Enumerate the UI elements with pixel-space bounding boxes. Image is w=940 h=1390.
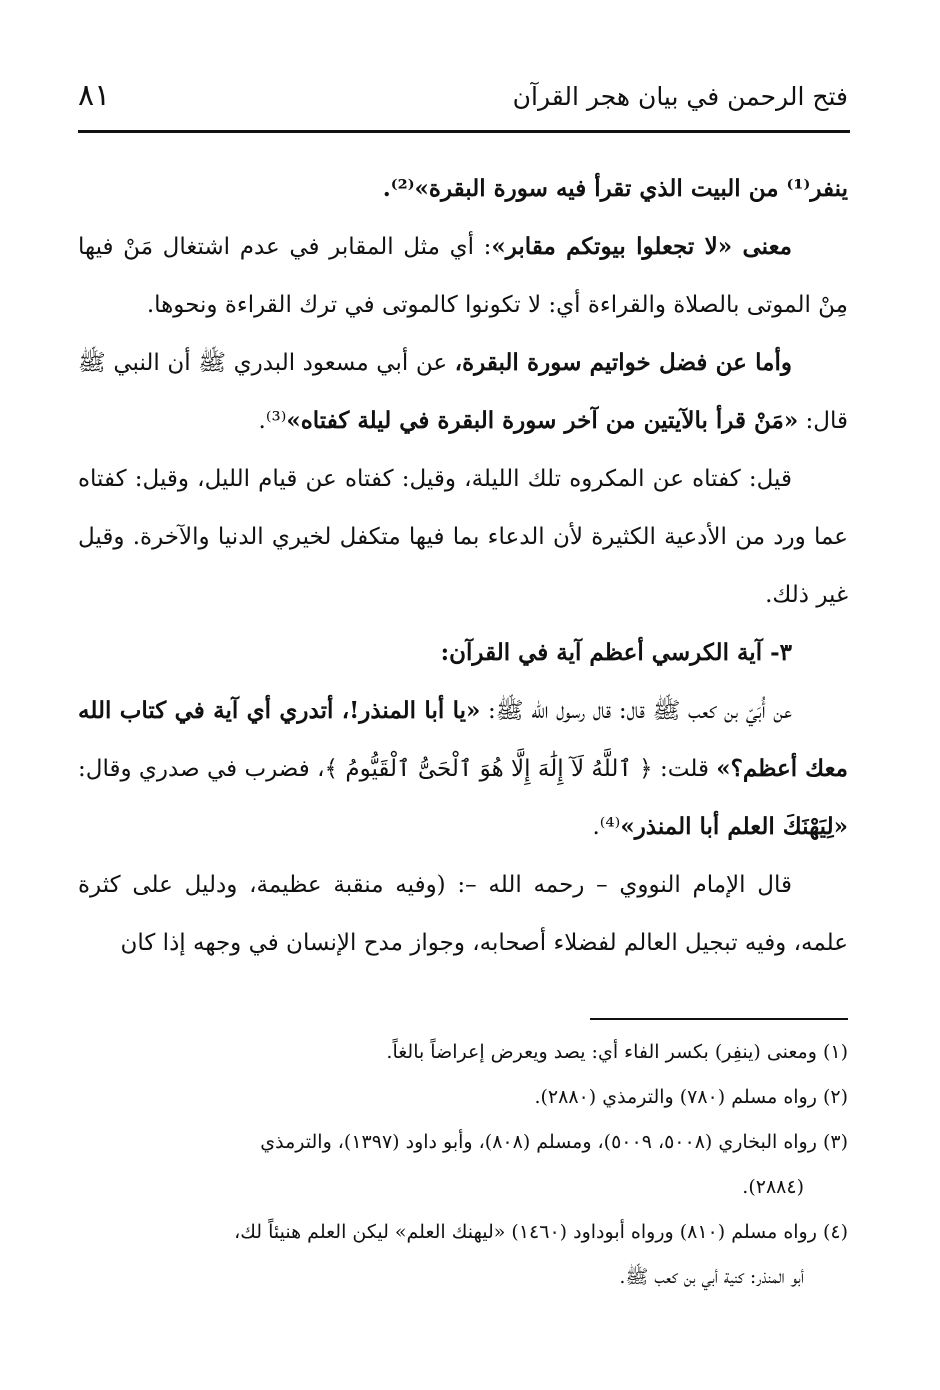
commentary-text: قيل: كفتاه عن المكروه تلك الليلة، وقيل: كفتاه عن قيام الليل، وقيل: كفتاه عما ورد من الأدعية الكثيرة لأن الدعاء بما فيها متكفل لخيري الدنيا والآخرة. وقيل غير ذلك. (78, 466, 848, 608)
section-heading (78, 624, 848, 682)
topic-lead: وأما عن فضل خواتيم سورة البقرة، (454, 349, 792, 376)
paragraph-4 (78, 450, 848, 624)
footnote-4-continued: أبو المنذر: كنية أبي بن كعب ﷺ. (619, 1266, 804, 1288)
explanation-text: : أي مثل المقابر في عدم اشتغال مَنْ فيها مِنْ الموتى بالصلاة والقراءة أي: لا تكونوا كالموتى في ترك القراءة ونحوها. (78, 234, 848, 318)
main-text (78, 160, 848, 972)
footnotes (78, 1030, 848, 1300)
footnote-3: (٣) رواه البخاري (٥٠٠٨، ٥٠٠٩)، ومسلم (٨٠٨)، وأبو داود (١٣٩٧)، والترمذي (260, 1131, 848, 1153)
paragraph-2 (78, 218, 848, 334)
hadith-quote: «يا أبا المنذر!، أتدري أي آية في كتاب الله معك أعظم؟» (78, 697, 848, 782)
hadith-end-text: ينفر⁽¹⁾ من البيت الذي تقرأ فيه سورة البقرة»⁽²⁾. (382, 175, 848, 202)
footnote-3-continued: (٢٨٨٤). (742, 1176, 804, 1198)
hadith-quote: «مَنْ قرأ بالآيتين من آخر سورة البقرة في ليلة كفتاه» (286, 407, 799, 434)
narration-text: عن أبي مسعود البدري ﷺ أن النبي ﷺ قال: (78, 350, 848, 434)
paragraph-1 (78, 160, 848, 218)
footnote-1: (١) ومعنى (ينفِر) بكسر الفاء أي: يصد ويعرض إعراضاً بالغاً. (386, 1041, 848, 1063)
footnote-ref: ⁽³⁾. (258, 408, 287, 434)
section-heading-text: ٣- آية الكرسي أعظم آية في القرآن: (440, 639, 792, 666)
paragraph-5 (78, 682, 848, 856)
hadith-quote: «لِيَهْنَكَ العلم أبا المنذر» (620, 813, 848, 840)
header-divider (78, 130, 850, 133)
narration-text: عن أُبَيّ بن كعب ﷺ قال: قال رسول الله ﷺ: (480, 698, 792, 724)
paragraph-3 (78, 334, 848, 450)
narration-text: قلت: ﴿ ٱللَّهُ لَآ إِلَٰهَ إِلَّا هُوَ ٱلْحَىُّ ٱلْقَيُّومُ ﴾، فضرب في صدري وقال: (78, 756, 717, 782)
commentary-text: قال الإمام النووي – رحمه الله –: (وفيه منقبة عظيمة، ودليل على كثرة علمه، وفيه تبجيل العالم لفضلاء أصحابه، وجواز مدح الإنسان في وجهه إذا كان (78, 872, 848, 956)
page-header (78, 78, 848, 128)
paragraph-6 (78, 856, 848, 972)
running-title: فتح الرحمن في بيان هجر القرآن (512, 82, 848, 111)
footnote-ref: ⁽⁴⁾. (592, 814, 621, 840)
hadith-quote: معنى «لا تجعلوا بيوتكم مقابر» (491, 233, 792, 260)
footnote-2: (٢) رواه مسلم (٧٨٠) والترمذي (٢٨٨٠). (534, 1086, 848, 1108)
footnote-4: (٤) رواه مسلم (٨١٠) ورواه أبوداود (١٤٦٠) «ليهنك العلم» ليكن العلم هنيئاً لك، (234, 1221, 848, 1243)
page-number: ٨١ (78, 78, 111, 113)
footnote-divider (590, 1018, 848, 1020)
